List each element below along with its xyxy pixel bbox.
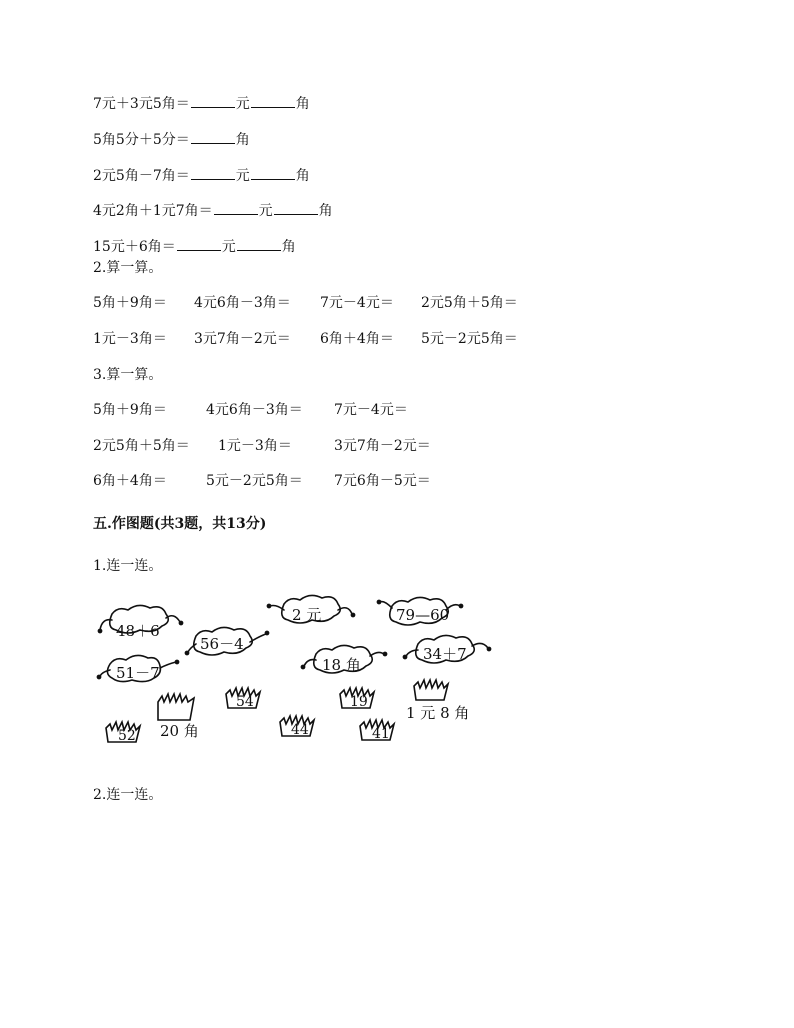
- bug-label: 18 角: [322, 656, 361, 674]
- bug-label: 51－7: [116, 664, 160, 682]
- q2-item: 5角＋9角＝: [93, 295, 167, 311]
- exercise-expression: 4元2角＋1元7角＝: [93, 203, 213, 219]
- exercise-expression: 15元＋6角＝: [93, 239, 176, 255]
- q2-title: 2.算一算。: [93, 260, 163, 276]
- unit-label: 角: [281, 239, 296, 255]
- grass-tuft[interactable]: [158, 694, 199, 740]
- q3-item: 7元－4元＝: [334, 402, 408, 418]
- grass-tuft[interactable]: [406, 680, 469, 722]
- unit-label: 角: [318, 203, 333, 219]
- q2-item: 6角＋4角＝: [320, 331, 394, 347]
- bug-card[interactable]: [403, 635, 490, 663]
- q3-item: 5角＋9角＝: [93, 402, 167, 418]
- q3-item: 6角＋4角＝: [93, 473, 167, 489]
- q2-item: 4元6角－3角＝: [194, 295, 291, 311]
- grass-tuft[interactable]: [280, 716, 314, 738]
- unit-label: 元: [221, 239, 236, 255]
- answer-blank[interactable]: [237, 238, 281, 251]
- q2-item: 7元－4元＝: [320, 295, 394, 311]
- bug-label: 79—60: [396, 606, 450, 624]
- section5-q2-title: 2.连一连。: [93, 787, 163, 803]
- bug-label: 2 元: [292, 606, 322, 624]
- answer-blank[interactable]: [191, 131, 235, 144]
- unit-label: 角: [295, 168, 310, 184]
- unit-label: 元: [235, 96, 250, 112]
- grass-number: 41: [372, 726, 390, 742]
- fill-exercise-4: [93, 202, 333, 220]
- answer-blank[interactable]: [214, 202, 258, 215]
- q3-item: 2元5角＋5角＝: [93, 438, 190, 454]
- grass-number: 44: [291, 722, 309, 738]
- answer-blank[interactable]: [191, 167, 235, 180]
- fill-exercise-1: [93, 95, 310, 113]
- fill-exercise-2: [93, 131, 250, 149]
- answer-blank[interactable]: [251, 167, 295, 180]
- unit-label: 元: [258, 203, 273, 219]
- grass-number: 54: [236, 694, 254, 710]
- section-heading: 五.作图题(共3题，共13分): [93, 516, 267, 532]
- grass-number: 19: [350, 694, 368, 710]
- exercise-expression: 2元5角－7角＝: [93, 168, 190, 184]
- matching-figure: [90, 590, 510, 750]
- q2-item: 5元－2元5角＝: [421, 331, 518, 347]
- grass-tuft[interactable]: [360, 720, 394, 742]
- bug-card[interactable]: [185, 627, 268, 655]
- grass-label: 1 元 8 角: [406, 704, 470, 722]
- exercise-expression: 5角5分＋5分＝: [93, 132, 190, 148]
- bug-label: 56－4: [200, 635, 244, 653]
- grass-tuft[interactable]: [226, 688, 260, 710]
- bug-label: 34＋7: [423, 645, 467, 663]
- answer-blank[interactable]: [251, 95, 295, 108]
- grass-number: 52: [118, 728, 136, 744]
- grass-label: 20 角: [160, 722, 199, 740]
- unit-label: 元: [235, 168, 250, 184]
- bug-card[interactable]: [98, 605, 182, 640]
- unit-label: 角: [295, 96, 310, 112]
- q3-item: 3元7角－2元＝: [334, 438, 431, 454]
- q3-title: 3.算一算。: [93, 367, 163, 383]
- bug-card[interactable]: [377, 597, 462, 625]
- answer-blank[interactable]: [191, 95, 235, 108]
- q2-item: 3元7角－2元＝: [194, 331, 291, 347]
- bug-card[interactable]: [97, 655, 178, 682]
- bug-card[interactable]: [267, 595, 354, 624]
- unit-label: 角: [235, 132, 250, 148]
- section5-q1-title: 1.连一连。: [93, 558, 163, 574]
- q3-item: 7元6角－5元＝: [334, 473, 431, 489]
- bug-card[interactable]: [301, 645, 386, 674]
- grass-tuft[interactable]: [106, 722, 140, 744]
- q3-item: 5元－2元5角＝: [206, 473, 303, 489]
- q3-item: 4元6角－3角＝: [206, 402, 303, 418]
- exercise-expression: 7元＋3元5角＝: [93, 96, 190, 112]
- grass-tuft[interactable]: [340, 688, 374, 710]
- fill-exercise-5: [93, 238, 296, 256]
- q3-item: 1元－3角＝: [218, 438, 292, 454]
- answer-blank[interactable]: [274, 202, 318, 215]
- q2-item: 2元5角＋5角＝: [421, 295, 518, 311]
- q2-item: 1元－3角＝: [93, 331, 167, 347]
- answer-blank[interactable]: [177, 238, 221, 251]
- fill-exercise-3: [93, 167, 310, 185]
- bug-label: 48＋6: [116, 622, 160, 640]
